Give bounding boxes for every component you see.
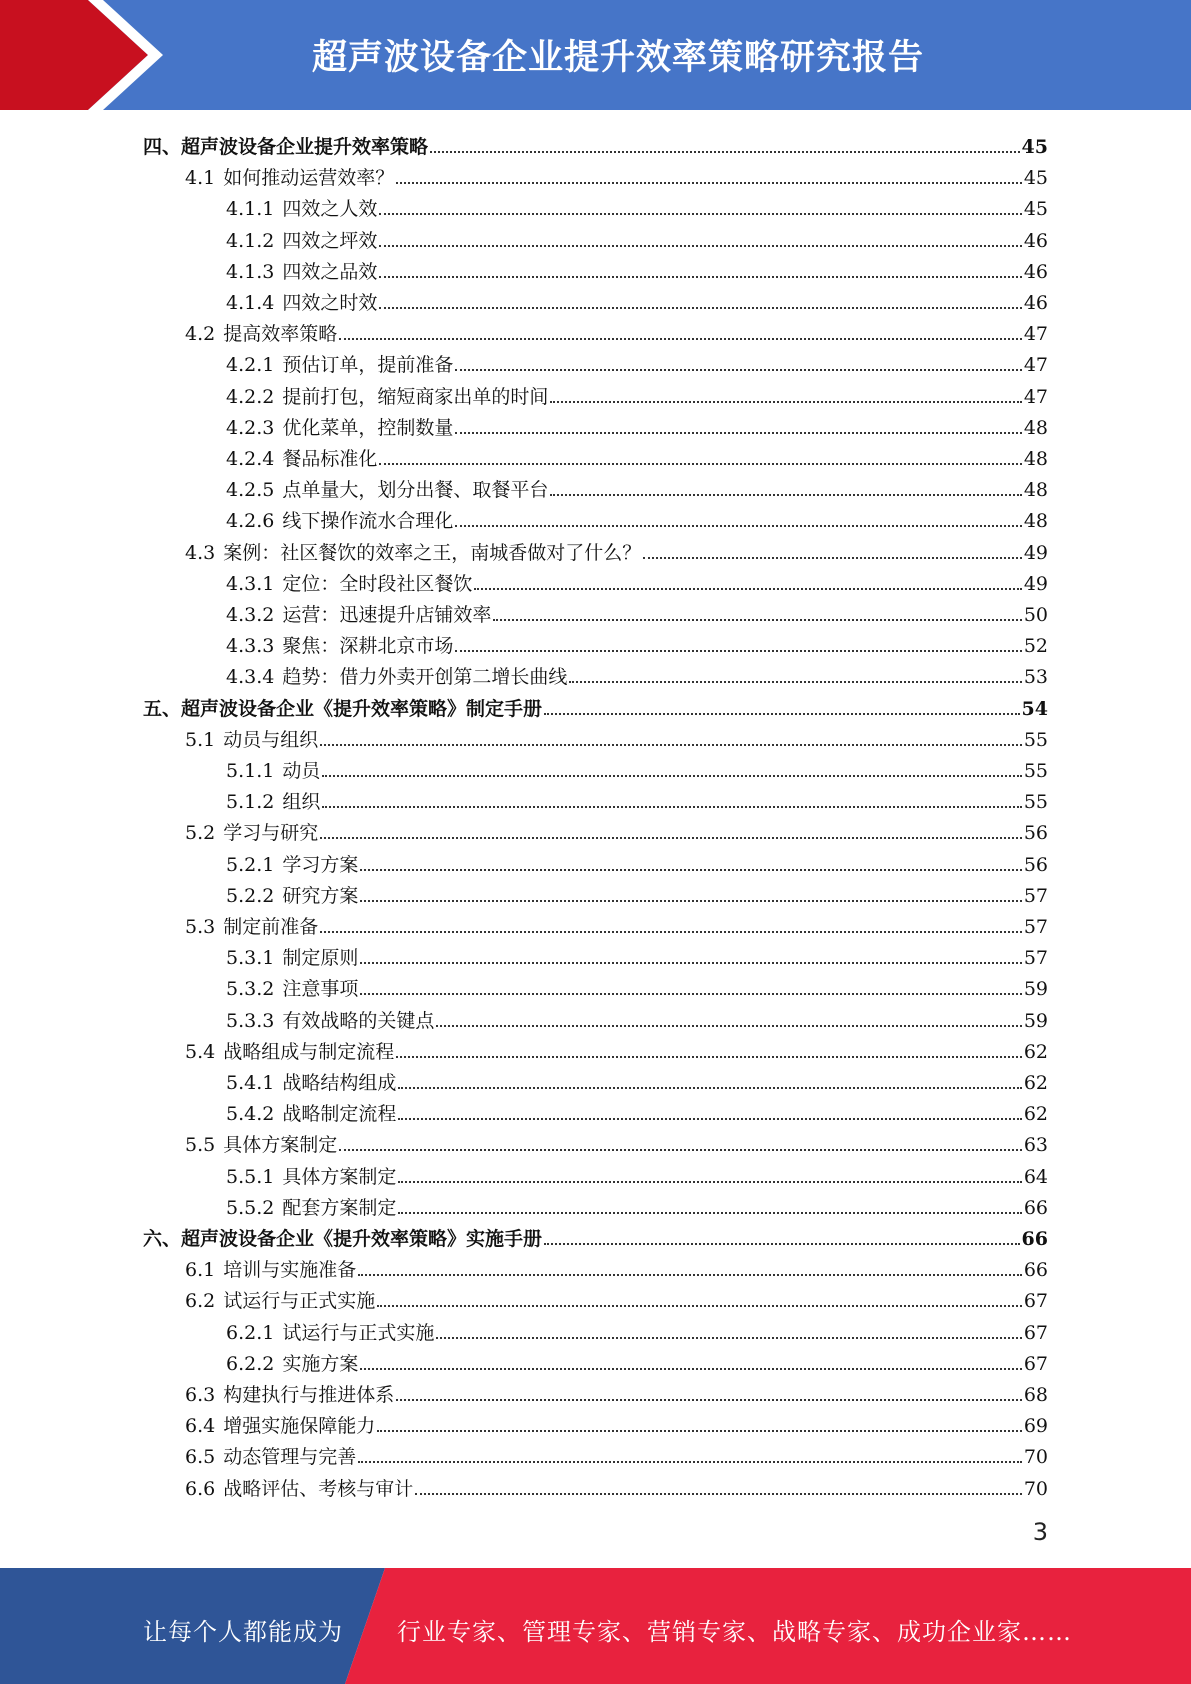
- toc-entry-page: 48: [1023, 416, 1048, 439]
- toc-entry-title: 点单量大，划分出餐、取餐平台: [282, 479, 549, 502]
- toc-entry-label: [143, 1227, 544, 1251]
- toc-leader-dots: [398, 1087, 1021, 1089]
- toc-entry-page: 56: [1023, 822, 1048, 845]
- toc-entry-number: 4.3.3: [226, 635, 275, 658]
- toc-entry-page: 66: [1023, 1196, 1048, 1219]
- toc-entry-number: 6.5: [185, 1446, 216, 1469]
- toc-entry-title: 配套方案制定: [282, 1196, 397, 1219]
- toc-entry-title: 提高效率策略: [223, 323, 338, 346]
- toc-entry-number: 6.2: [185, 1290, 216, 1313]
- toc-entry-title: 趋势：借力外卖开创第二增长曲线: [282, 666, 568, 689]
- toc-entry-title: 实施方案: [282, 1352, 359, 1375]
- toc-entry-title: 制定前准备: [223, 916, 319, 938]
- toc-entry-label: [185, 728, 320, 752]
- toc-entry-page: 62: [1023, 1103, 1048, 1126]
- toc-entry-number: 5.4: [185, 1040, 216, 1063]
- toc-entry[interactable]: [226, 565, 1048, 596]
- toc-entry-title: 学习与研究: [223, 822, 319, 845]
- toc-entry[interactable]: [143, 128, 1048, 159]
- toc-entry-label: [185, 1133, 339, 1157]
- toc-entry-title: 动员与组织: [223, 728, 319, 751]
- toc-entry-label: [185, 915, 320, 939]
- toc-entry-page: 45: [1023, 167, 1048, 190]
- toc-entry-label: [226, 1321, 436, 1345]
- toc-entry-label: [226, 1102, 398, 1126]
- page-header: [0, 0, 1191, 110]
- toc-entry-title: 四效之品效: [282, 260, 378, 283]
- toc-entry-label: [226, 1165, 398, 1189]
- toc-entry[interactable]: [226, 1158, 1048, 1189]
- toc-entry-title: 聚焦：深耕北京市场: [282, 635, 454, 658]
- toc-entry-page: 46: [1023, 260, 1048, 283]
- toc-entry[interactable]: [226, 783, 1048, 814]
- toc-entry[interactable]: [226, 939, 1048, 970]
- toc-leader-dots: [377, 1305, 1022, 1307]
- toc-entry-title: 动态管理与完善: [223, 1446, 357, 1469]
- toc-entry-page: 56: [1023, 853, 1048, 876]
- toc-entry-number: 4.1.4: [226, 292, 275, 314]
- toc-entry-title: 组织: [282, 791, 321, 814]
- toc-leader-dots: [320, 931, 1022, 933]
- toc-entry[interactable]: [226, 658, 1048, 689]
- toc-entry-page: 47: [1023, 385, 1048, 408]
- toc-entry-title: 动员: [282, 760, 321, 782]
- toc-leader-dots: [339, 1149, 1022, 1151]
- toc-entry-label: [226, 1352, 360, 1376]
- toc-entry-title: 线下操作流水合理化: [282, 510, 454, 533]
- toc-leader-dots: [493, 619, 1021, 621]
- toc-entry-page: 54: [1021, 697, 1048, 720]
- toc-entry-number: 4.2.2: [226, 385, 275, 408]
- toc-entry-number: 5.3.3: [226, 1009, 275, 1032]
- toc-entry-label: [226, 572, 474, 596]
- toc-leader-dots: [398, 1118, 1021, 1120]
- toc-entry-title: 超声波设备企业提升效率策略: [181, 136, 429, 158]
- toc-entry-title: 四效之时效: [282, 292, 378, 314]
- toc-entry-title: 运营：迅速提升店铺效率: [282, 604, 492, 626]
- toc-entry[interactable]: [226, 440, 1048, 471]
- toc-entry-title: 战略组成与制定流程: [223, 1040, 395, 1063]
- toc-leader-dots: [360, 900, 1021, 902]
- toc-entry-page: 62: [1023, 1072, 1048, 1094]
- toc-entry-number: 4.2.5: [226, 479, 275, 502]
- toc-entry-page: 55: [1023, 791, 1048, 814]
- toc-entry-number: 4.1.3: [226, 260, 275, 283]
- toc-entry-number: 5.2: [185, 822, 216, 845]
- toc-entry[interactable]: [226, 1314, 1048, 1345]
- toc-entry-number: 4.2.6: [226, 510, 275, 533]
- toc-entry-number: 四、: [143, 136, 182, 158]
- toc-entry[interactable]: [226, 190, 1048, 221]
- toc-entry-label: [143, 135, 430, 159]
- toc-leader-dots: [436, 1337, 1021, 1339]
- toc-entry-title: 案例：社区餐饮的效率之王，南城香做对了什么？: [223, 541, 642, 564]
- page-number: 3: [1032, 1518, 1048, 1546]
- toc-entry-page: 64: [1023, 1165, 1048, 1188]
- toc-leader-dots: [339, 338, 1022, 340]
- toc-entry-number: 5.4.2: [226, 1103, 275, 1126]
- toc-entry-number: 五、: [143, 697, 182, 720]
- toc-entry-label: [226, 853, 360, 877]
- toc-leader-dots: [379, 245, 1021, 247]
- toc-entry-number: 4.1.2: [226, 229, 275, 252]
- toc-entry-number: 5.5: [185, 1134, 216, 1157]
- toc-entry[interactable]: [226, 627, 1048, 658]
- toc-entry-title: 学习方案: [282, 853, 359, 876]
- toc-entry-label: [226, 1196, 398, 1220]
- toc-leader-dots: [322, 806, 1021, 808]
- toc-entry-page: 57: [1023, 947, 1048, 970]
- toc-entry[interactable]: [226, 596, 1048, 627]
- toc-entry-number: 5.3.2: [226, 978, 275, 1001]
- toc-entry-label: [226, 229, 379, 253]
- footer-slogan-left: 让每个人都能成为: [143, 1618, 343, 1646]
- toc-entry-label: [226, 478, 550, 502]
- toc-leader-dots: [398, 1181, 1021, 1183]
- toc-entry[interactable]: [226, 409, 1048, 440]
- toc-entry-label: [226, 1009, 436, 1033]
- toc-entry-title: 培训与实施准备: [223, 1259, 357, 1282]
- toc-entry-page: 47: [1023, 354, 1048, 377]
- toc-entry-page: 59: [1023, 978, 1048, 1001]
- toc-leader-dots: [430, 151, 1020, 153]
- toc-entry-page: 46: [1023, 292, 1048, 314]
- toc-leader-dots: [544, 1243, 1020, 1245]
- toc-entry-page: 47: [1023, 323, 1048, 346]
- toc-entry-title: 试运行与正式实施: [223, 1290, 376, 1313]
- toc-entry-page: 67: [1023, 1352, 1048, 1375]
- toc-entry-label: [143, 697, 544, 721]
- toc-entry-number: 5.3: [185, 916, 216, 938]
- toc-entry-number: 5.2.1: [226, 853, 275, 876]
- toc-entry[interactable]: [185, 534, 1048, 565]
- toc-entry-number: 5.1: [185, 728, 216, 751]
- toc-entry-number: 6.4: [185, 1415, 216, 1438]
- toc-entry-number: 4.1: [185, 167, 216, 190]
- toc-entry-number: 6.2.1: [226, 1321, 275, 1344]
- toc-entry[interactable]: [226, 253, 1048, 284]
- toc-entry-label: [226, 197, 379, 221]
- toc-leader-dots: [358, 1274, 1022, 1276]
- toc-entry-page: 55: [1023, 760, 1048, 782]
- toc-entry-number: 5.1.2: [226, 791, 275, 814]
- toc-entry-title: 有效战略的关键点: [282, 1009, 435, 1032]
- toc-leader-dots: [474, 588, 1021, 590]
- toc-leader-dots: [360, 962, 1021, 964]
- report-title: 超声波设备企业提升效率策略研究报告: [311, 38, 924, 78]
- toc-entry[interactable]: [185, 908, 1048, 939]
- toc-entry[interactable]: [226, 846, 1048, 877]
- toc-leader-dots: [396, 1056, 1022, 1058]
- toc-entry-number: 5.5.2: [226, 1196, 275, 1219]
- toc-entry-title: 优化菜单，控制数量: [282, 416, 454, 439]
- toc-entry-title: 预估订单，提前准备: [282, 354, 454, 377]
- toc-entry-page: 67: [1023, 1321, 1048, 1344]
- toc-entry[interactable]: [185, 1251, 1048, 1282]
- toc-entry-page: 62: [1023, 1040, 1048, 1063]
- toc-leader-dots: [415, 1493, 1022, 1495]
- toc-leader-dots: [398, 1212, 1021, 1214]
- toc-entry-number: 6.3: [185, 1384, 216, 1406]
- toc-entry-number: 6.2.2: [226, 1352, 275, 1375]
- toc-entry-page: 49: [1023, 541, 1048, 564]
- toc-entry-label: [226, 603, 493, 627]
- toc-entry-number: 4.2.1: [226, 354, 275, 377]
- toc-entry-label: [185, 1414, 377, 1438]
- toc-leader-dots: [455, 369, 1021, 371]
- toc-leader-dots: [544, 713, 1020, 715]
- toc-leader-dots: [322, 775, 1021, 777]
- toc-entry[interactable]: [185, 315, 1048, 346]
- toc-leader-dots: [455, 525, 1021, 527]
- toc-entry-title: 具体方案制定: [223, 1134, 338, 1157]
- toc-entry-title: 试运行与正式实施: [282, 1321, 435, 1344]
- toc-entry[interactable]: [226, 378, 1048, 409]
- toc-entry[interactable]: [185, 1126, 1048, 1157]
- toc-leader-dots: [320, 837, 1022, 839]
- toc-entry[interactable]: [226, 1064, 1048, 1095]
- toc-entry-page: 69: [1023, 1415, 1048, 1438]
- page-footer: [0, 1568, 1191, 1684]
- toc-entry-number: 4.3.4: [226, 666, 275, 689]
- toc-entry-number: 5.2.2: [226, 884, 275, 907]
- toc-entry-number: 4.1.1: [226, 198, 275, 221]
- toc-leader-dots: [396, 1399, 1022, 1401]
- toc-leader-dots: [358, 1461, 1022, 1463]
- toc-entry-label: [226, 353, 455, 377]
- toc-entry-label: [226, 416, 455, 440]
- toc-entry-label: [185, 1445, 358, 1469]
- toc-entry-page: 52: [1023, 635, 1048, 658]
- toc-entry[interactable]: [226, 1345, 1048, 1376]
- toc-leader-dots: [550, 494, 1021, 496]
- toc-entry-title: 战略评估、考核与审计: [223, 1477, 414, 1500]
- toc-entry-label: [226, 790, 322, 814]
- toc-entry-label: [185, 1258, 358, 1282]
- toc-entry-label: [226, 447, 379, 471]
- toc-entry-title: 增强实施保障能力: [223, 1415, 376, 1438]
- toc-entry[interactable]: [185, 721, 1048, 752]
- toc-entry-label: [185, 1383, 396, 1407]
- toc-entry-page: 49: [1023, 572, 1048, 595]
- toc-entry-title: 四效之人效: [282, 198, 378, 221]
- toc-entry-number: 5.3.1: [226, 947, 275, 970]
- toc-entry-title: 研究方案: [282, 884, 359, 907]
- toc-entry-number: 4.2.3: [226, 416, 275, 439]
- toc-entry-page: 48: [1023, 479, 1048, 502]
- toc-entry[interactable]: [185, 159, 1048, 190]
- toc-entry-number: 5.4.1: [226, 1072, 275, 1094]
- toc-entry-label: [185, 1477, 415, 1501]
- toc-entry-page: 55: [1023, 728, 1048, 751]
- toc-entry[interactable]: [185, 1033, 1048, 1064]
- toc-entry[interactable]: [226, 1189, 1048, 1220]
- toc-entry-number: 4.3.1: [226, 572, 275, 595]
- toc-leader-dots: [569, 681, 1021, 683]
- toc-entry[interactable]: [226, 752, 1048, 783]
- toc-entry-label: [226, 759, 322, 783]
- toc-leader-dots: [360, 993, 1021, 995]
- toc-leader-dots: [379, 276, 1021, 278]
- toc-entry-page: 66: [1021, 1228, 1048, 1250]
- toc-entry-label: [185, 1040, 396, 1064]
- toc-entry-page: 45: [1021, 136, 1048, 158]
- toc-entry[interactable]: [226, 970, 1048, 1001]
- toc-entry-title: 餐品标准化: [282, 448, 378, 470]
- toc-entry[interactable]: [185, 1470, 1048, 1501]
- toc-entry-page: 63: [1023, 1134, 1048, 1157]
- toc-entry-number: 6.6: [185, 1477, 216, 1500]
- toc-entry-title: 战略制定流程: [282, 1103, 397, 1126]
- toc-leader-dots: [377, 1430, 1022, 1432]
- toc-entry-page: 59: [1023, 1009, 1048, 1032]
- toc-entry-page: 48: [1023, 448, 1048, 470]
- toc-entry-title: 提前打包，缩短商家出单的时间: [282, 385, 549, 408]
- toc-leader-dots: [455, 650, 1021, 652]
- toc-entry-label: [226, 946, 360, 970]
- toc-leader-dots: [455, 432, 1021, 434]
- toc-entry[interactable]: [185, 1282, 1048, 1313]
- toc-entry-title: 超声波设备企业《提升效率策略》实施手册: [181, 1228, 543, 1250]
- toc-entry-page: 45: [1023, 198, 1048, 221]
- toc-entry-number: 4.2: [185, 323, 216, 346]
- toc-entry-label: [185, 322, 339, 346]
- toc-entry-page: 68: [1023, 1384, 1048, 1406]
- toc-entry-number: 六、: [143, 1228, 182, 1250]
- toc-entry-number: 5.5.1: [226, 1165, 275, 1188]
- toc-leader-dots: [379, 463, 1021, 465]
- toc-entry-label: [185, 821, 320, 845]
- toc-entry-label: [226, 884, 360, 908]
- toc-entry[interactable]: [226, 284, 1048, 315]
- toc-entry-number: 6.1: [185, 1259, 216, 1282]
- toc-entry-page: 66: [1023, 1259, 1048, 1282]
- toc-leader-dots: [379, 307, 1021, 309]
- toc-leader-dots: [360, 1368, 1021, 1370]
- toc-entry-title: 制定原则: [282, 947, 359, 970]
- toc-entry[interactable]: [143, 1220, 1048, 1251]
- toc-leader-dots: [550, 401, 1021, 403]
- toc-entry-label: [185, 541, 643, 565]
- toc-entry[interactable]: [226, 877, 1048, 908]
- toc-entry-title: 如何推动运营效率？: [223, 167, 395, 190]
- toc-entry-label: [185, 1289, 377, 1313]
- toc-entry-number: 4.3.2: [226, 604, 275, 626]
- toc-entry[interactable]: [226, 502, 1048, 533]
- toc-entry[interactable]: [226, 471, 1048, 502]
- toc-entry-label: [185, 166, 396, 190]
- toc-entry-title: 四效之坪效: [282, 229, 378, 252]
- toc-entry-page: 67: [1023, 1290, 1048, 1313]
- toc-entry-title: 战略结构组成: [282, 1072, 397, 1094]
- toc-entry-number: 4.2.4: [226, 448, 275, 470]
- toc-entry[interactable]: [143, 690, 1048, 721]
- toc-entry[interactable]: [226, 346, 1048, 377]
- toc-entry[interactable]: [185, 814, 1048, 845]
- toc-leader-dots: [643, 557, 1022, 559]
- toc-leader-dots: [379, 213, 1021, 215]
- toc-entry-page: 53: [1023, 666, 1048, 689]
- toc-entry-page: 50: [1023, 604, 1048, 626]
- toc-entry-label: [226, 634, 455, 658]
- toc-leader-dots: [360, 869, 1021, 871]
- toc-entry[interactable]: [185, 1438, 1048, 1469]
- toc-entry[interactable]: [226, 1095, 1048, 1126]
- toc-leader-dots: [436, 1025, 1021, 1027]
- toc-entry-number: 4.3: [185, 541, 216, 564]
- toc-entry[interactable]: [185, 1376, 1048, 1407]
- toc-entry-title: 注意事项: [282, 978, 359, 1001]
- toc-entry-page: 46: [1023, 229, 1048, 252]
- toc-leader-dots: [320, 744, 1022, 746]
- toc-entry-label: [226, 665, 569, 689]
- toc-entry-page: 48: [1023, 510, 1048, 533]
- toc-entry-title: 具体方案制定: [282, 1165, 397, 1188]
- toc-entry-title: 超声波设备企业《提升效率策略》制定手册: [181, 697, 543, 720]
- toc-entry-title: 构建执行与推进体系: [223, 1384, 395, 1406]
- toc-entry-page: 70: [1023, 1446, 1048, 1469]
- toc-entry-label: [226, 291, 379, 315]
- toc-entry-number: 5.1.1: [226, 760, 275, 782]
- toc-leader-dots: [396, 182, 1022, 184]
- toc-entry-label: [226, 509, 455, 533]
- toc-entry[interactable]: [185, 1407, 1048, 1438]
- toc-entry[interactable]: [226, 1002, 1048, 1033]
- toc-entry-label: [226, 385, 550, 409]
- toc-entry-page: 57: [1023, 916, 1048, 938]
- toc-entry-label: [226, 1071, 398, 1095]
- toc-entry-page: 70: [1023, 1477, 1048, 1500]
- toc-entry-label: [226, 260, 379, 284]
- footer-slogan-right: 行业专家、管理专家、营销专家、战略专家、成功企业家……: [397, 1618, 1072, 1646]
- toc-entry-label: [226, 977, 360, 1001]
- toc-entry[interactable]: [226, 222, 1048, 253]
- toc-entry-page: 57: [1023, 884, 1048, 907]
- toc-entry-title: 定位：全时段社区餐饮: [282, 572, 473, 595]
